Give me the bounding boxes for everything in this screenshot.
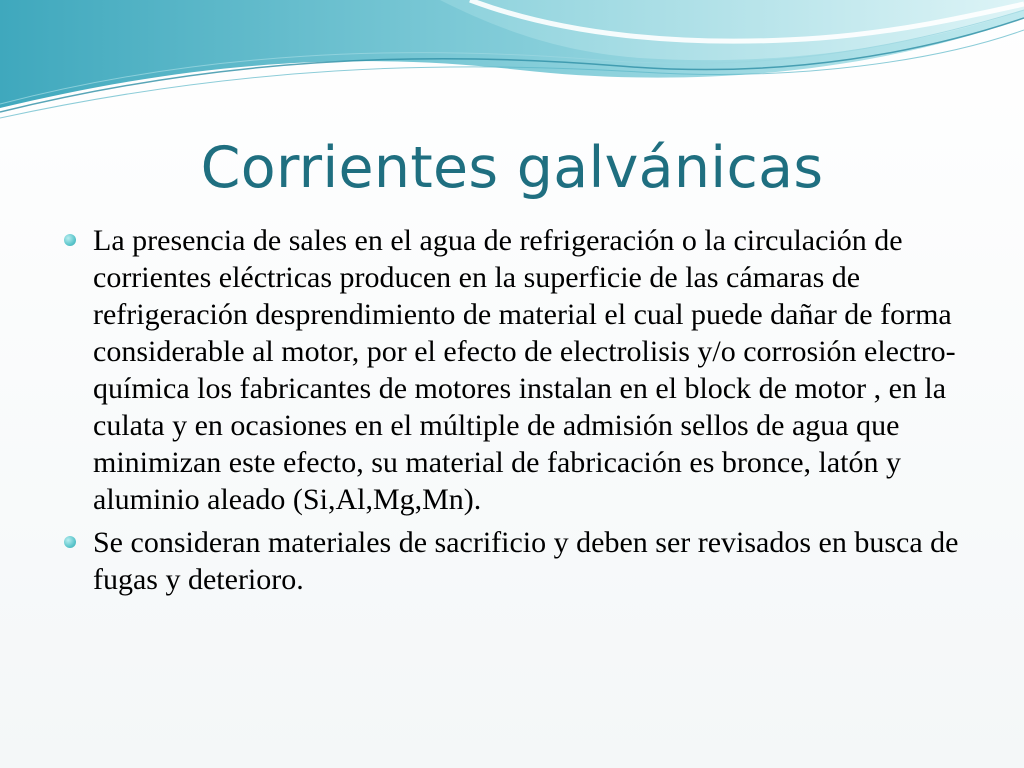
slide-content [62, 222, 967, 604]
decorative-wave-header [0, 0, 1024, 140]
slide-title: Corrientes galvánicas [200, 135, 824, 201]
bullet-list [62, 222, 967, 598]
bullet-item [62, 222, 967, 518]
bullet-text: La presencia de sales en el agua de refrigeración o la circulación de corrientes eléctricas producen en la superficie de las cámaras de refrigeración desprendimiento de material el cual puede dañar de forma considerable al motor, por el efecto de electrolisis y/o corrosión electro-química los fabricantes de motores instalan en el block de motor , en la culata y en ocasiones en el múltiple de admisión sellos de agua que minimizan este efecto, su material de fabricación es bronce, latón y aluminio aleado (Si,Al,Mg,Mn). [93, 224, 956, 516]
bullet-dot-icon [64, 234, 76, 246]
bullet-text: Se consideran materiales de sacrificio y deben ser revisados en busca de fugas y deterioro. [93, 526, 959, 596]
bullet-item [62, 524, 967, 598]
bullet-dot-icon [64, 536, 76, 548]
